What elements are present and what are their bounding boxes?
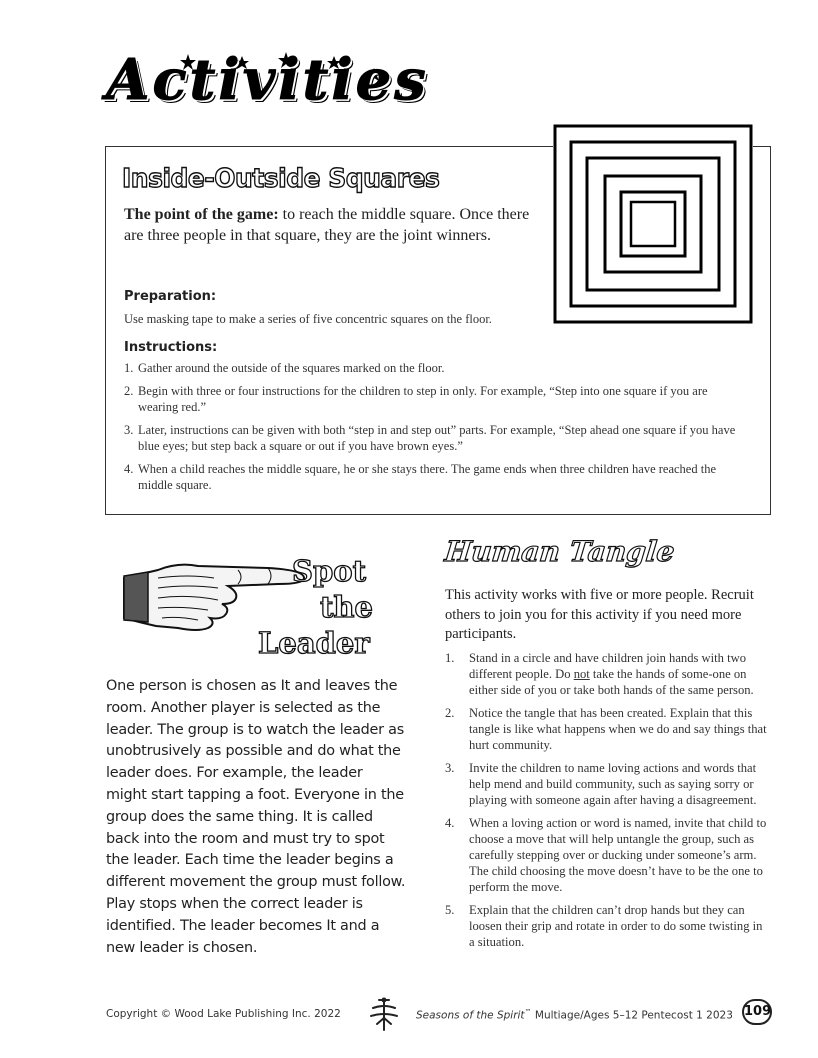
human-tangle-steps: [445, 650, 770, 957]
list-item-text: Begin with three or four instructions for the children to step in only. For example, “Step into one square if you are wearing red.”: [138, 384, 708, 414]
list-item-text: Stand in a circle and have children join hands with two different people. Do: [469, 651, 746, 681]
emphasis-not: not: [573, 667, 590, 681]
instructions-heading: Instructions:: [124, 340, 218, 355]
game-title-spot-the-leader: [250, 554, 390, 665]
preparation-text: Use masking tape to make a series of five concentric squares on the floor.: [124, 312, 492, 326]
list-item: [445, 902, 770, 950]
human-tangle-intro: This activity works with five or more people. Recruit others to join you for this activity if you need more participants.: [445, 587, 754, 642]
list-item-text: Later, instructions can be given with both “step in and step out” parts. For example, “Step ahead one square if you have blue eyes; but step back a square or out if you have brown eyes.”: [138, 423, 736, 453]
title-line-the: the: [320, 590, 373, 624]
list-item-number: 2.: [124, 384, 134, 398]
concentric-squares-illustration: [553, 124, 753, 324]
list-item-number: 3.: [124, 423, 134, 437]
title-line-spot: Spot: [292, 554, 366, 588]
list-item: [124, 461, 744, 493]
list-item-number: 4.: [445, 816, 455, 830]
list-item-text: Gather around the outside of the squares marked on the floor.: [138, 361, 445, 375]
list-item: [445, 705, 770, 753]
objective-text: to reach the middle square. Once there are three people in that square, they are the joint winners.: [124, 206, 530, 244]
series-credit: [416, 1008, 733, 1022]
list-item-number: 1.: [124, 361, 134, 375]
list-item-text: Explain that the children can’t drop hands but they can loosen their grip and rotate in order to do some twisting in a situation.: [469, 903, 763, 949]
page-number: 109: [742, 999, 772, 1025]
list-item: [124, 422, 744, 454]
list-item-text: When a loving action or word is named, invite that child to choose a move that will help untangle the group, such as carefully stepping over or ducking under someone’s arm. The child choosing the move doesn’t have to be the one to perform the move.: [469, 816, 767, 894]
game-objective: [124, 204, 539, 246]
list-item-text: Invite the children to name loving actions and words that help mend and build community, such as saying sorry or playing with someone again after having a disagreement.: [469, 761, 757, 807]
list-item: [445, 650, 770, 698]
game-title-inside-outside: Inside-Outside Squares: [122, 164, 440, 194]
objective-label: The point of the game:: [124, 206, 279, 223]
preparation-heading: Preparation:: [124, 289, 217, 304]
trademark-mark: ™: [524, 1008, 532, 1016]
title-line-leader: Leader: [258, 626, 370, 660]
list-item-text: Notice the tangle that has been created. Explain that this tangle is like what happens when we do and say things that hurt community.: [469, 706, 767, 752]
list-item: [124, 383, 744, 415]
list-item-number: 5.: [445, 903, 455, 917]
publisher-logo-icon: [365, 996, 403, 1034]
list-item-number: 2.: [445, 706, 455, 720]
list-item-text: When a child reaches the middle square, he or she stays there. The game ends when three children have reached the middle square.: [138, 462, 716, 492]
series-name: Seasons of the Spirit: [416, 1009, 525, 1022]
list-item: [445, 815, 770, 895]
page-title: Activities: [106, 47, 429, 113]
list-item-number: 3.: [445, 761, 455, 775]
spot-the-leader-description: One person is chosen as It and leaves the room. Another player is selected as the leader. The group is to watch the leader as unobtrusively as possible and do what the leader does. For example, the leader might start tapping a foot. Everyone in the group does the same thing. It is called back into the room and must try to spot the leader. Each time the leader begins a different movement the group must follow. Play stops when the correct leader is identified. The leader becomes It and a new leader is chosen.: [106, 678, 406, 956]
list-item-number: 1.: [445, 651, 455, 665]
list-item: [445, 760, 770, 808]
list-item-number: 4.: [124, 462, 134, 476]
copyright-notice: Copyright © Wood Lake Publishing Inc. 2022: [106, 1008, 341, 1020]
game-title-human-tangle: Human Tangle: [443, 535, 677, 568]
list-item-text: take the hands of some-one on either side of you or take both hands of the same person.: [469, 667, 754, 697]
list-item: [124, 360, 744, 376]
instructions-list: [124, 360, 744, 500]
series-details: Multiage/Ages 5–12 Pentecost 1 2023: [531, 1009, 733, 1022]
